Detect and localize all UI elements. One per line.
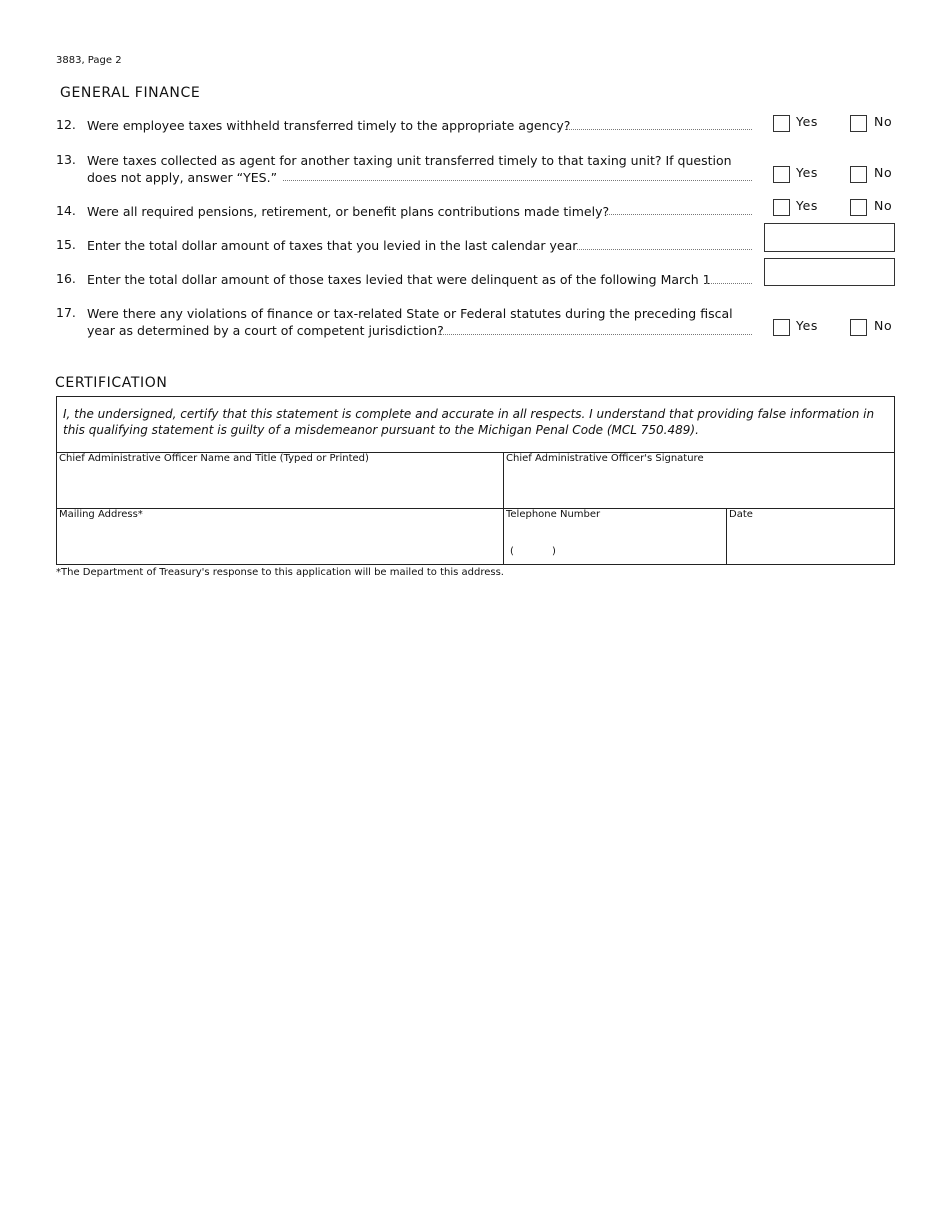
certification-statement: I, the undersigned, certify that this statement is complete and accurate in all respects. I understand that providing false information in this qualifying statement is guilty of a misdemeanor pursuant to the Michigan Penal Code (MCL 750.489). bbox=[63, 407, 875, 437]
question-number-14: 14. bbox=[56, 203, 76, 218]
total-taxes-levied-input[interactable] bbox=[764, 223, 895, 252]
question-17-text-line2: year as determined by a court of competent jurisdiction? bbox=[87, 323, 444, 338]
question-number-15: 15. bbox=[56, 237, 76, 252]
officer-signature-field[interactable] bbox=[504, 453, 894, 507]
officer-name-label: Chief Administrative Officer Name and Title (Typed or Printed) bbox=[59, 453, 369, 464]
telephone-label: Telephone Number bbox=[506, 509, 601, 520]
q13-no-checkbox[interactable] bbox=[850, 166, 867, 183]
q17-no-checkbox[interactable] bbox=[850, 319, 867, 336]
date-label: Date bbox=[729, 509, 753, 520]
question-number-12: 12. bbox=[56, 117, 76, 132]
question-number-13: 13. bbox=[56, 152, 76, 167]
footnote: *The Department of Treasury's response to this application will be mailed to this address. bbox=[56, 567, 504, 578]
question-16-text: Enter the total dollar amount of those taxes levied that were delinquent as of the following March 1 bbox=[87, 272, 711, 287]
q17-yes-label: Yes bbox=[796, 318, 818, 333]
dotted-leader bbox=[605, 214, 752, 215]
officer-signature-label: Chief Administrative Officer's Signature bbox=[506, 453, 704, 464]
q12-yes-checkbox[interactable] bbox=[773, 115, 790, 132]
q14-no-checkbox[interactable] bbox=[850, 199, 867, 216]
dotted-leader bbox=[438, 334, 752, 335]
question-17-text-line1: Were there any violations of finance or tax-related State or Federal statutes during the preceding fiscal bbox=[87, 306, 733, 321]
date-field[interactable] bbox=[727, 509, 894, 563]
question-14-text: Were all required pensions, retirement, or benefit plans contributions made timely? bbox=[87, 204, 610, 219]
mailing-address-label: Mailing Address* bbox=[59, 509, 143, 520]
q14-yes-checkbox[interactable] bbox=[773, 199, 790, 216]
question-15-text: Enter the total dollar amount of taxes that you levied in the last calendar year bbox=[87, 238, 578, 253]
question-12-text: Were employee taxes withheld transferred timely to the appropriate agency? bbox=[87, 118, 571, 133]
section-title-certification: CERTIFICATION bbox=[55, 375, 168, 391]
q12-no-label: No bbox=[874, 114, 893, 129]
q14-no-label: No bbox=[874, 198, 893, 213]
dotted-leader bbox=[283, 180, 752, 181]
q14-yes-label: Yes bbox=[796, 198, 818, 213]
q17-no-label: No bbox=[874, 318, 893, 333]
officer-name-field[interactable] bbox=[57, 453, 502, 507]
q13-yes-checkbox[interactable] bbox=[773, 166, 790, 183]
telephone-area-code: ( ) bbox=[510, 546, 556, 557]
question-number-16: 16. bbox=[56, 271, 76, 286]
delinquent-taxes-input[interactable] bbox=[764, 258, 895, 286]
q13-yes-label: Yes bbox=[796, 165, 818, 180]
q12-no-checkbox[interactable] bbox=[850, 115, 867, 132]
question-13-text-line1: Were taxes collected as agent for another taxing unit transferred timely to that taxing unit? If question bbox=[87, 153, 732, 168]
mailing-address-field[interactable] bbox=[57, 509, 502, 563]
dotted-leader bbox=[706, 283, 752, 284]
q12-yes-label: Yes bbox=[796, 114, 818, 129]
q17-yes-checkbox[interactable] bbox=[773, 319, 790, 336]
question-number-17: 17. bbox=[56, 305, 76, 320]
section-title-general-finance: GENERAL FINANCE bbox=[60, 85, 201, 101]
page-header: 3883, Page 2 bbox=[56, 55, 122, 66]
dotted-leader bbox=[577, 249, 752, 250]
dotted-leader bbox=[565, 129, 752, 130]
question-13-text-line2: does not apply, answer “YES.” bbox=[87, 170, 278, 185]
q13-no-label: No bbox=[874, 165, 893, 180]
telephone-field[interactable] bbox=[504, 509, 725, 563]
